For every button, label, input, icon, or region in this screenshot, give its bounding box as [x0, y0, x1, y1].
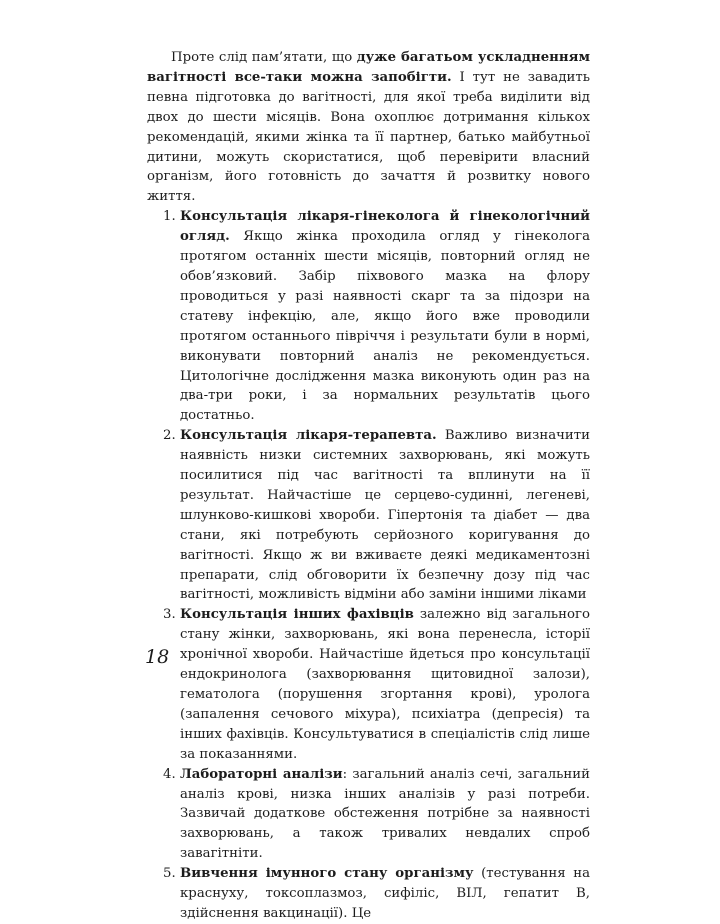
list-item-title: Консультація лікаря-терапевта.: [180, 428, 437, 444]
list-item: [147, 765, 590, 865]
intro-paragraph: [147, 48, 590, 207]
main-text: [147, 48, 590, 924]
list-item-body: Важливо визначити наявність низки системних захворювань, які можуть посилитися під час вагітності та вплинути на її результат. Найчастіше це серцево-судинні, легеневі, шлунково-кишкові хвороби. Гіпертонія та діабет — два стани, які потребують серйозного коригування до вагітності. Якщо ж ви вживаєте деякі медикаментозні препарати, слід обговорити їх безпечну дозу під час вагітності, можливість відміни або заміни іншими ліками: [180, 428, 590, 603]
recommendation-list: [147, 207, 590, 924]
list-item: [147, 864, 590, 924]
list-item: [147, 207, 590, 426]
list-item-title: Консультація лікаря-гінеколога й гінекологічний огляд.: [180, 209, 590, 245]
list-item-title: Вивчення імунного стану організму: [180, 866, 474, 882]
list-item-title: Лабораторні аналізи: [180, 766, 343, 782]
list-item-body: : загальний аналіз сечі, загальний аналіз крові, низка інших аналізів у разі потреби. Зазвичай додаткове обстеження потрібне за наявності захворювань, а також тривалих невдалих спроб завагітніти.: [180, 766, 590, 862]
list-item-number: 1.: [163, 209, 176, 225]
list-item-number: 3.: [163, 607, 176, 623]
intro-bold-text: дуже багатьом ускладненням вагітності все-таки можна запобігти.: [147, 50, 590, 85]
list-item-title: Консультація інших фахівців: [180, 607, 414, 623]
list-item-body: залежно від загального стану жінки, захворювань, які вона перенесла, історії хронічної хвороби. Найчастіше йдеться про консультації ендокринолога (захворювання щитовидної залози), гематолога (порушення згортання крові), уролога (запалення сечового міхура), психіатра (депресія) та інших фахівців. Консультуватися в спеціалістів слід лише за показаннями.: [180, 607, 590, 762]
intro-text-2: І тут не завадить певна підготовка до вагітності, для якої треба виділити від двох до шести місяців. Вона охоплює дотримання кількох рекомендацій, якими жінка та її партнер, батько майбутньої дитини, можуть скористатися, щоб перевірити власний організм, його готовність до зачаття й розвитку нового життя.: [147, 69, 591, 205]
list-item: [147, 605, 590, 764]
page-number: 18: [145, 646, 170, 668]
list-item-number: 2.: [163, 428, 176, 444]
list-item: [147, 426, 590, 605]
list-item-body: (тестування на краснуху, токсоплазмоз, сифіліс, ВІЛ, гепатит B, здійснення вакцинації). Це: [180, 866, 590, 921]
list-item-number: 4.: [163, 766, 176, 782]
list-item-body: Якщо жінка проходила огляд у гінеколога протягом останніх шести місяців, повторний огляд не обов’язковий. Забір піхвового мазка на флору проводиться у разі наявності скарг та за підозри на статеву інфекцію, але, якщо його вже проводили протягом останнього півріччя і результати були в нормі, виконувати повторний аналіз не рекомендується. Цитологічне дослідження мазка виконують один раз на два-три роки, і за нормальних результатів цього достатньо.: [180, 229, 590, 424]
intro-text-1: Проте слід пам’ятати, що: [171, 50, 357, 65]
list-item-number: 5.: [163, 866, 176, 882]
